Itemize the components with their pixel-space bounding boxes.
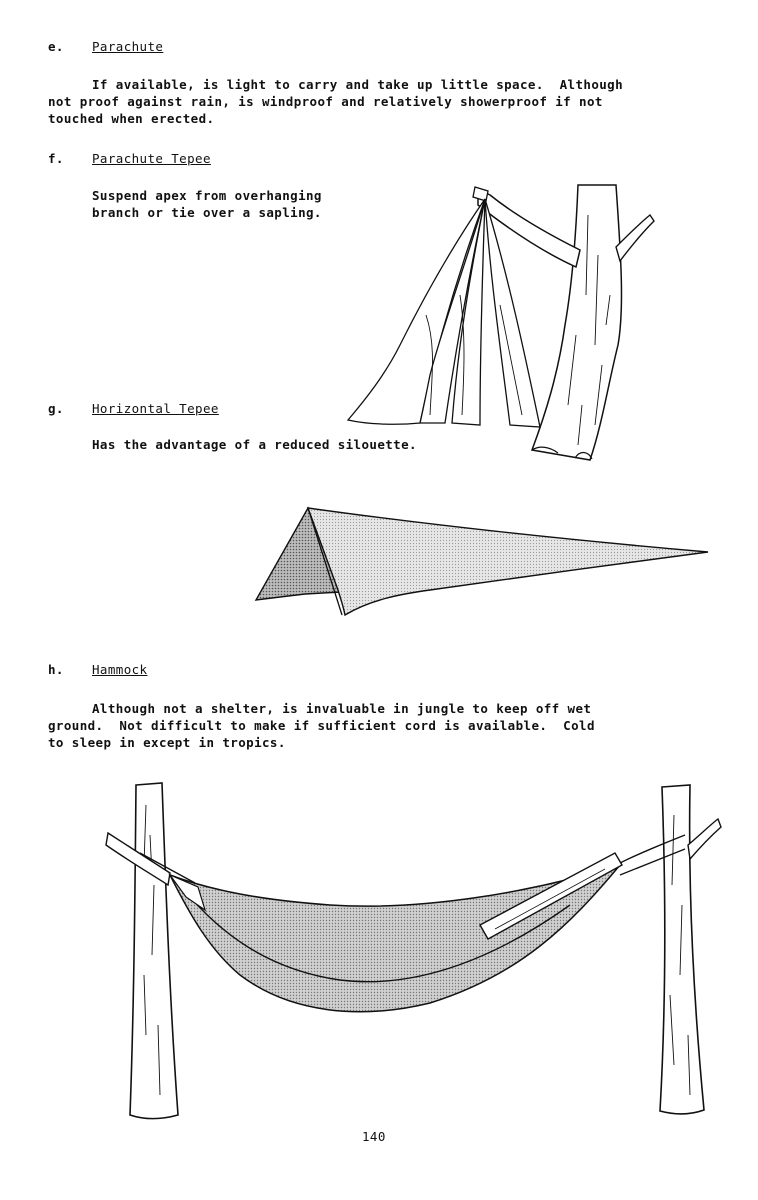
hammock-illustration xyxy=(100,775,725,1140)
section-h-line-1: Although not a shelter, is invaluable in jungle to keep off wet xyxy=(92,701,592,716)
section-f-line-2: branch or tie over a sapling. xyxy=(92,205,322,220)
section-f-letter: f. xyxy=(48,151,64,166)
section-h-heading: Hammock xyxy=(92,662,148,677)
section-e-line-3: touched when erected. xyxy=(48,111,215,126)
horizontal-tepee-illustration xyxy=(250,500,720,625)
section-h-line-3: to sleep in except in tropics. xyxy=(48,735,286,750)
section-h-letter: h. xyxy=(48,662,64,677)
section-e-letter: e. xyxy=(48,39,64,54)
section-h-line-2: ground. Not difficult to make if sufficient cord is available. Cold xyxy=(48,718,595,733)
section-g-letter: g. xyxy=(48,401,64,416)
section-e-line-1: If available, is light to carry and take up little space. Although xyxy=(92,77,624,92)
parachute-tepee-illustration xyxy=(340,175,660,470)
section-g-line-1: Has the advantage of a reduced silouette. xyxy=(92,437,417,452)
section-e-heading: Parachute xyxy=(92,39,164,54)
section-f-heading: Parachute Tepee xyxy=(92,151,211,166)
section-g-heading: Horizontal Tepee xyxy=(92,401,219,416)
page-number: 140 xyxy=(362,1129,386,1144)
section-e-line-2: not proof against rain, is windproof and relatively showerproof if not xyxy=(48,94,603,109)
section-f-line-1: Suspend apex from overhanging xyxy=(92,188,322,203)
